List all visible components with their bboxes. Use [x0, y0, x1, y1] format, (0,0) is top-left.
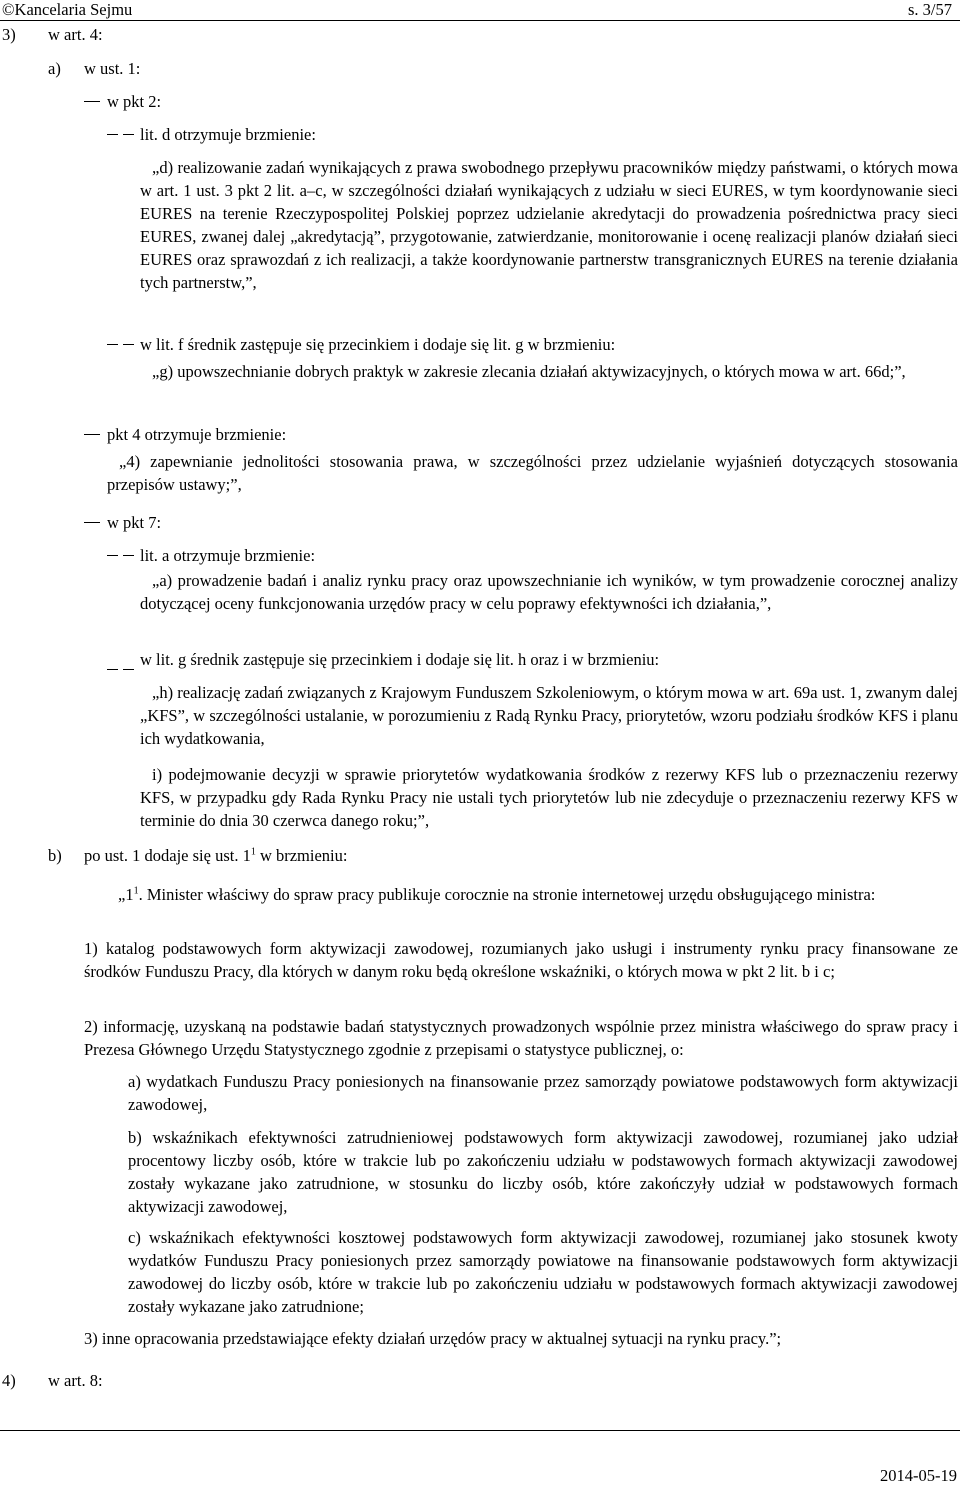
quoted-ust-1-1: $„1^1$. Minister właściwy do spraw pracy publikuje corocznie na stronie internetowej urzędu obsługującego ministra: [118, 885, 876, 904]
item-a-text: w ust. 1: [84, 59, 141, 78]
quoted-lit-d: „d) realizowanie zadań wynikających z prawa swobodnego przepływu pracowników między państwami, o których mowa w art. 1 ust. 3 pkt 2 lit. a–c, w szczególności działań wynikających z udziału w sieci EURES, w tym koordynowanie sieci EURES na terenie Rzeczypospolitej Polskiej poprzez udzielanie akredytacji do prowadzenia pośrednictwa pracy sieci EURES, zwanej dalej „akredytacją”, przygotowanie, zatwierdzanie, monitorowanie i ocenę realizacji planów działań sieci EURES oraz sprawozdań z ich realizacji, a także koordynowanie partnerstw transgranicznych EURES na terenie działania tych partnerstw,”, [140, 158, 958, 292]
quoted-lit-i: i) podejmowanie decyzji w sprawie priorytetów wydatkowania środków z rezerwy KFS lub o przeznaczeniu rezerwy KFS, w przypadku gdy Rada Rynku Pracy nie ustali tych priorytetów lub nie zdecyduje o przeznaczeniu rezerwy KFS w terminie do dnia 30 czerwca danego roku;”, [140, 765, 958, 830]
item-4-text: w art. 8: [48, 1371, 103, 1390]
double-tiret-lit-d: lit. d otrzymuje brzmienie: [140, 125, 316, 144]
item-b-letter: b) [48, 846, 62, 865]
item-b-text: po ust. 1 dodaje się ust. $1^1$ w brzmieniu: [84, 846, 348, 865]
double-tiret-dash-2 [123, 344, 134, 345]
double-tiret-dash-1 [107, 134, 118, 135]
point-2-letter-b: b) wskaźnikach efektywności zatrudnieniowej podstawowych form aktywizacji zawodowej, rozumianej jako udział procentowy liczby osób, które w trakcie lub po zakończeniu udziału w podstawowych formach aktywizacji zawodowej zostały wykazane jako zatrudnione, w stosunku do liczby osób, które zakończyły udział w podstawowych formach aktywizacji zawodowej, [128, 1128, 958, 1216]
footer-rule [0, 1430, 960, 1431]
footer-date: 2014-05-19 [880, 1466, 957, 1485]
double-tiret-dash-2 [123, 134, 134, 135]
double-tiret-lit-f: w lit. f średnik zastępuje się przecinkiem i dodaje się lit. g w brzmieniu: [140, 335, 616, 354]
double-tiret-dash-2 [123, 555, 134, 556]
quoted-lit-g: „g) upowszechnianie dobrych praktyk w zakresie zlecania działań aktywizacyjnych, o których mowa w art. 66d;”, [152, 362, 906, 381]
header-rule [0, 20, 960, 21]
quoted-lit-a: „a) prowadzenie badań i analiz rynku pracy oraz upowszechnianie ich wyników, w tym prowadzenie corocznej analizy dotyczącej oceny funkcjonowania urzędów pracy w celu poprawy efektywności ich działania,”, [140, 571, 958, 613]
double-tiret-dash-1 [107, 344, 118, 345]
quoted-pkt4: „4) zapewnianie jednolitości stosowania prawa, w szczególności przez udzielanie wyjaśnień dotyczących stosowania przepisów ustawy;”, [107, 452, 958, 494]
double-tiret-dash-1 [107, 555, 118, 556]
point-1: 1) katalog podstawowych form aktywizacji zawodowej, rozumianych jako usługi i instrumenty rynku pracy finansowane ze środków Funduszu Pracy, dla których w danym roku będą określone wskaźniki, o których mowa w pkt 2 lit. b i c; [84, 939, 958, 981]
double-tiret-lit-g: w lit. g średnik zastępuje się przecinkiem i dodaje się lit. h oraz i w brzmieniu: [140, 650, 660, 669]
tiret-dash [84, 101, 100, 102]
tiret-pkt7: w pkt 7: [107, 513, 162, 532]
item-3-text: w art. 4: [48, 25, 103, 44]
tiret-pkt2: w pkt 2: [107, 92, 162, 111]
point-2-letter-c: c) wskaźnikach efektywności kosztowej podstawowych form aktywizacji zawodowej, rozumianej jako stosunek kwoty wydatków Funduszu Pracy poniesionych przez samorządy powiatowe na finansowanie podstawowych form aktywizacji zawodowej do liczby osób, które w trakcie lub po zakończeniu udziału w podstawowych formach aktywizacji zawodowej zostały wykazane jako zatrudnione; [128, 1228, 958, 1316]
double-tiret-dash-1 [107, 669, 118, 670]
page-header [0, 0, 960, 20]
item-4-number: 4) [2, 1371, 16, 1390]
item-3-number: 3) [2, 25, 16, 44]
point-3: 3) inne opracowania przedstawiające efekty działań urzędów pracy w aktualnej sytuacji na rynku pracy.”; [84, 1329, 782, 1348]
double-tiret-dash-2 [123, 669, 134, 670]
quoted-lit-h: „h) realizację zadań związanych z Krajowym Funduszem Szkoleniowym, o którym mowa w art. 69a ust. 1, zwanym dalej „KFS”, w szczególności ustalanie, w porozumieniu z Radą Rynku Pracy, priorytetów, wzoru podziału środków KFS i planu ich wydatkowania, [140, 683, 958, 748]
point-2: 2) informację, uzyskaną na podstawie badań statystycznych prowadzonych wspólnie przez ministra właściwego do spraw pracy i Prezesa Głównego Urzędu Statystycznego zgodnie z przepisami o statystyce publicznej, o: [84, 1017, 958, 1059]
tiret-dash [84, 522, 100, 523]
tiret-pkt4: pkt 4 otrzymuje brzmienie: [107, 425, 287, 444]
tiret-dash [84, 434, 100, 435]
item-a-letter: a) [48, 59, 61, 78]
double-tiret-lit-a: lit. a otrzymuje brzmienie: [140, 546, 316, 565]
point-2-letter-a: a) wydatkach Funduszu Pracy poniesionych na finansowanie przez samorządy powiatowe podstawowych form aktywizacji zawodowej, [128, 1072, 958, 1114]
header-source: ©Kancelaria Sejmu [2, 0, 133, 19]
header-page-number: s. 3/57 [907, 0, 952, 19]
